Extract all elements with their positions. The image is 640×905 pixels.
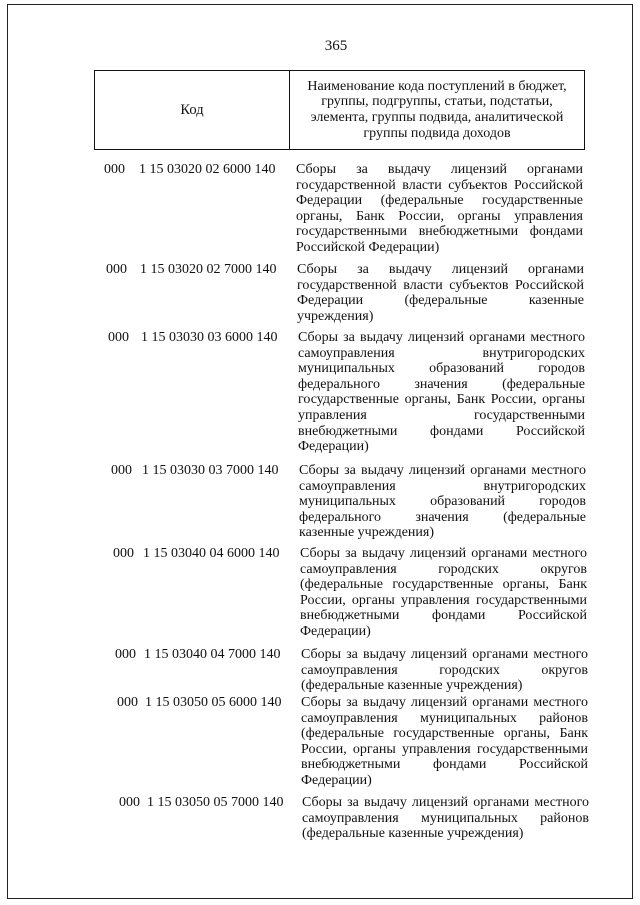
- revenue-name: [301, 647, 588, 694]
- revenue-name-line: самоуправления муниципальных районов: [302, 810, 589, 826]
- revenue-name: [298, 330, 585, 455]
- revenue-code: 1 15 03040 04 7000 140: [144, 647, 281, 662]
- revenue-code: 1 15 03040 04 6000 140: [143, 546, 280, 561]
- admin-code: 000: [106, 262, 127, 277]
- revenue-code: 1 15 03050 05 6000 140: [145, 695, 282, 710]
- admin-code: 000: [111, 463, 132, 478]
- revenue-code: 1 15 03030 03 7000 140: [142, 463, 279, 478]
- revenue-name-line: государственной власти субъектов Российской: [297, 277, 584, 293]
- revenue-name-line: Российской Федерации): [296, 239, 440, 255]
- admin-code: 000: [115, 647, 136, 662]
- revenue-name-line: внебюджетными фондами Российской: [301, 757, 588, 773]
- revenue-name-line: управления государственными: [298, 407, 585, 423]
- revenue-name-line: (федеральные казенные учреждения): [301, 678, 523, 694]
- revenue-name-line: внебюджетными фондами Российской: [298, 423, 585, 439]
- revenue-name-line: государственные органы, Банк России, органы: [298, 392, 585, 408]
- revenue-name-line: Сборы за выдачу лицензий органами местного: [298, 330, 585, 345]
- admin-code: 000: [108, 330, 129, 345]
- revenue-name-line: (федеральные государственные органы, Банк: [301, 726, 588, 742]
- admin-code: 000: [117, 695, 138, 710]
- admin-code: 000: [113, 546, 134, 561]
- revenue-name-line: Федерации): [298, 439, 369, 455]
- revenue-name-line: органы, Банк России, органы управления: [296, 208, 583, 224]
- revenue-name-line: Сборы за выдачу лицензий органами местного: [300, 546, 587, 561]
- revenue-name-line: учреждения): [297, 308, 374, 324]
- revenue-name-line: Федерации (федеральные государственные: [296, 193, 583, 209]
- revenue-name: [299, 463, 586, 541]
- revenue-name-line: (федеральные казенные учреждения): [302, 826, 524, 842]
- header-name-line: группы подвида доходов: [363, 125, 511, 141]
- revenue-name-line: самоуправления городских округов: [301, 662, 588, 678]
- revenue-name-line: Федерации (федеральные казенные: [297, 293, 584, 309]
- revenue-name-line: федерального значения (федеральные: [299, 509, 586, 525]
- revenue-name-line: государственной власти субъектов Российской: [296, 177, 583, 193]
- revenue-name-line: государственными внебюджетными фондами: [296, 224, 583, 240]
- revenue-code: 1 15 03020 02 7000 140: [140, 262, 277, 277]
- revenue-name-line: (федеральные государственные органы, Банк: [300, 577, 587, 593]
- header-name-cell: [290, 71, 584, 149]
- header-name-line: Наименование кода поступлений в бюджет,: [307, 78, 567, 94]
- revenue-name-line: Сборы за выдачу лицензий органами местного: [302, 795, 589, 810]
- revenue-name: [301, 695, 588, 789]
- revenue-name-line: федерального значения (федеральные: [298, 376, 585, 392]
- header-name-line: группы, подгруппы, статьи, подстатьи,: [321, 94, 553, 110]
- admin-code: 000: [119, 795, 140, 810]
- table-header: [94, 70, 585, 150]
- page-number: 365: [324, 38, 348, 54]
- revenue-name-line: самоуправления городских округов: [300, 561, 587, 577]
- revenue-name-line: Сборы за выдачу лицензий органами местного: [299, 463, 586, 478]
- revenue-name-line: России, органы управления государственными: [301, 741, 588, 757]
- revenue-name: [300, 546, 587, 640]
- revenue-name-line: казенные учреждения): [299, 525, 435, 541]
- revenue-name-line: Сборы за выдачу лицензий органами местного: [301, 695, 588, 710]
- revenue-code: 1 15 03030 03 6000 140: [141, 330, 278, 345]
- revenue-name: [296, 162, 583, 256]
- header-code-cell: Код: [95, 71, 290, 149]
- revenue-name-line: Федерации): [300, 623, 371, 639]
- revenue-name-line: самоуправления внутригородских: [298, 345, 585, 361]
- revenue-name-line: внебюджетными фондами Российской: [300, 608, 587, 624]
- revenue-name-line: самоуправления внутригородских: [299, 478, 586, 494]
- revenue-code: 1 15 03050 05 7000 140: [147, 795, 284, 810]
- admin-code: 000: [104, 162, 125, 177]
- revenue-name-line: России, органы управления государственными: [300, 592, 587, 608]
- revenue-code: 1 15 03020 02 6000 140: [139, 162, 276, 177]
- revenue-name-line: Сборы за выдачу лицензий органами: [297, 262, 584, 277]
- header-name-line: элемента, группы подвида, аналитической: [310, 110, 564, 125]
- revenue-name-line: Сборы за выдачу лицензий органами местного: [301, 647, 588, 662]
- revenue-name: [302, 795, 589, 842]
- revenue-name-line: Сборы за выдачу лицензий органами: [296, 162, 583, 177]
- revenue-name-line: самоуправления муниципальных районов: [301, 710, 588, 726]
- revenue-name-line: муниципальных образований городов: [299, 494, 586, 510]
- revenue-name-line: Федерации): [301, 772, 372, 788]
- revenue-name-line: муниципальных образований городов: [298, 361, 585, 377]
- revenue-name: [297, 262, 584, 324]
